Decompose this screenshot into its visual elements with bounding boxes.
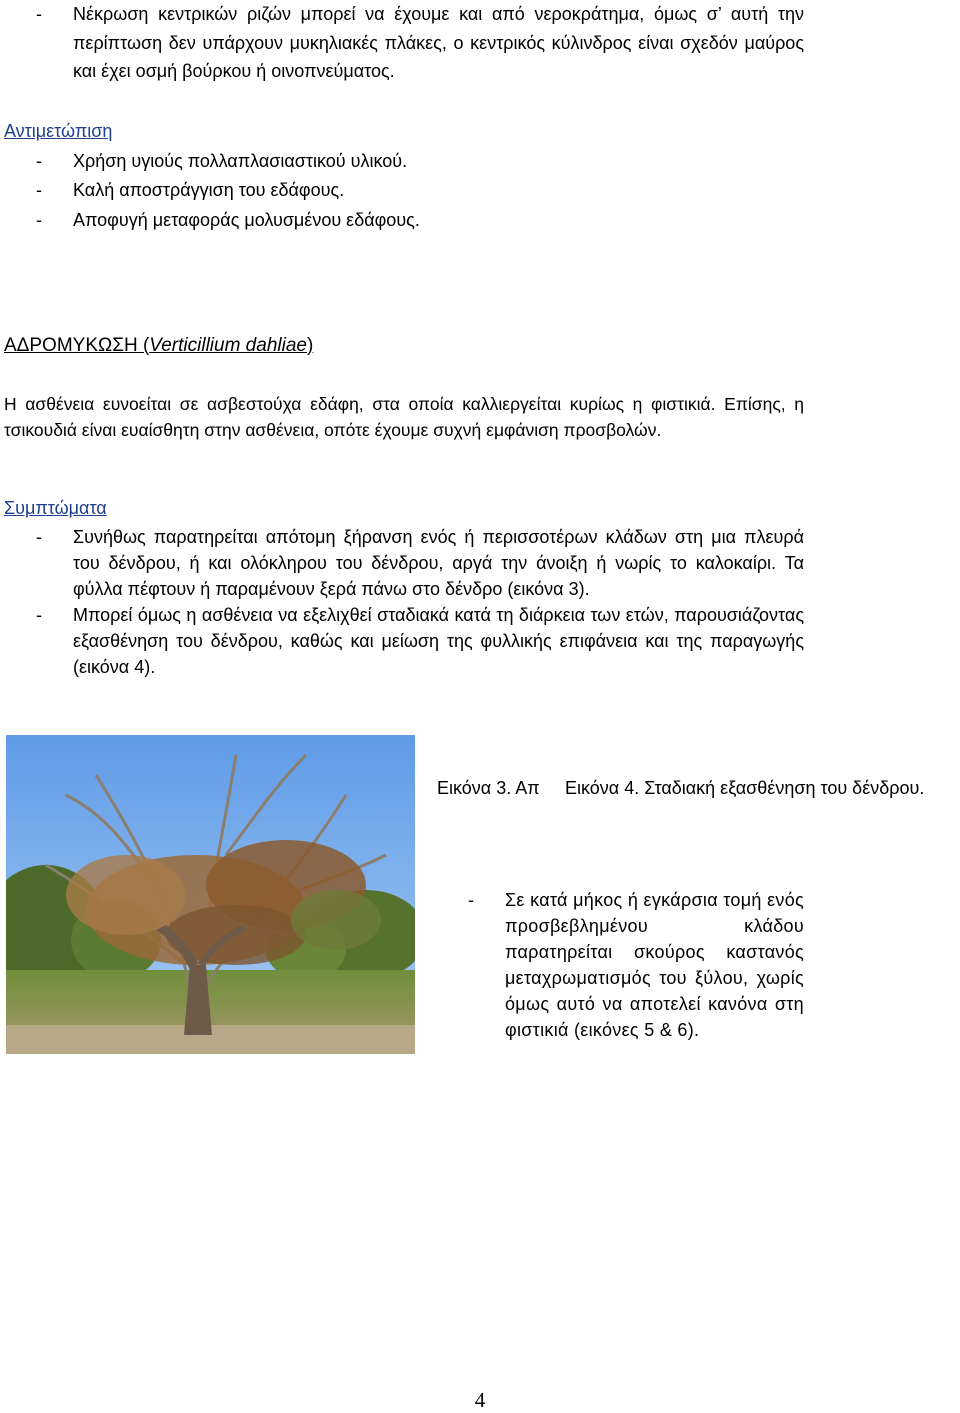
- treatment-heading: Αντιμετώπιση: [4, 121, 113, 141]
- figure-3-caption: Εικόνα 3. Απ: [437, 778, 540, 798]
- section-paragraph: Η ασθένεια ευνοείται σε ασβεστούχα εδάφη, στα οποία καλλιεργείται κυρίως η φιστικιά. Επίσης, η τσικουδιά είναι ευαίσθητη στην ασθένεια, οπότε έχουμε συχνή εμφάνιση προσβολών.: [4, 394, 804, 440]
- bullet-dash: -: [468, 890, 474, 910]
- section-title-main: ΑΔΡΟΜΥΚΩΣΗ (: [4, 335, 150, 356]
- symptom-item-text: Συνήθως παρατηρείται απότομη ξήρανση ενός ή περισσοτέρων κλάδων στη μια πλευρά του δένδρου, ή και ολόκληρου του δένδρου, αργά την άνοιξη ή νωρίς το καλοκαίρι. Τα φύλλα πέφτουν ή παραμένουν ξερά πάνω στο δένδρο (εικόνα 3).: [73, 527, 804, 599]
- figure-4-caption: Εικόνα 4. Σταδιακή εξασθένηση του δένδρου.: [565, 778, 925, 798]
- treatment-item-text: Αποφυγή μεταφοράς μολυσμένου εδάφους.: [73, 210, 420, 230]
- intro-bullet-text: Νέκρωση κεντρικών ριζών μπορεί να έχουμε και από νεροκράτημα, όμως σ’ αυτή την περίπτωση δεν υπάρχουν μυκηλιακές πλάκες, ο κεντρικός κύλινδρος είναι σχεδόν μαύρος και έχει οσμή βούρκου ή οινοπνεύματος.: [73, 4, 804, 81]
- tree-photo-illustration: [6, 735, 415, 1054]
- section-title: [4, 333, 313, 359]
- bullet-dash: -: [36, 4, 42, 24]
- page-number: 4: [474, 1388, 486, 1412]
- symptom-item-text: Μπορεί όμως η ασθένεια να εξελιχθεί σταδιακά κατά τη διάρκεια των ετών, παρουσιάζοντας εξασθένηση του δένδρου, καθώς και μείωση της φυλλικής επιφάνεια και της παραγωγής (εικόνα 4).: [73, 605, 804, 677]
- treatment-item-text: Χρήση υγιούς πολλαπλασιαστικού υλικού.: [73, 151, 408, 171]
- tree-photo: [6, 735, 415, 1054]
- section-title-close: ): [306, 335, 314, 356]
- treatment-item-text: Καλή αποστράγγιση του εδάφους.: [73, 180, 345, 200]
- section-title-latin: Verticillium dahliae: [149, 335, 307, 356]
- symptoms-heading: Συμπτώματα: [4, 498, 107, 518]
- side-bullet-text: Σε κατά μήκος ή εγκάρσια τομή ενός προσβεβλημένου κλάδου παρατηρείται σκούρος καστανός μεταχρωματισμός του ξύλου, χωρίς όμως αυτό να αποτελεί κανόνα στη φιστικιά (εικόνες 5 & 6).: [505, 890, 804, 1040]
